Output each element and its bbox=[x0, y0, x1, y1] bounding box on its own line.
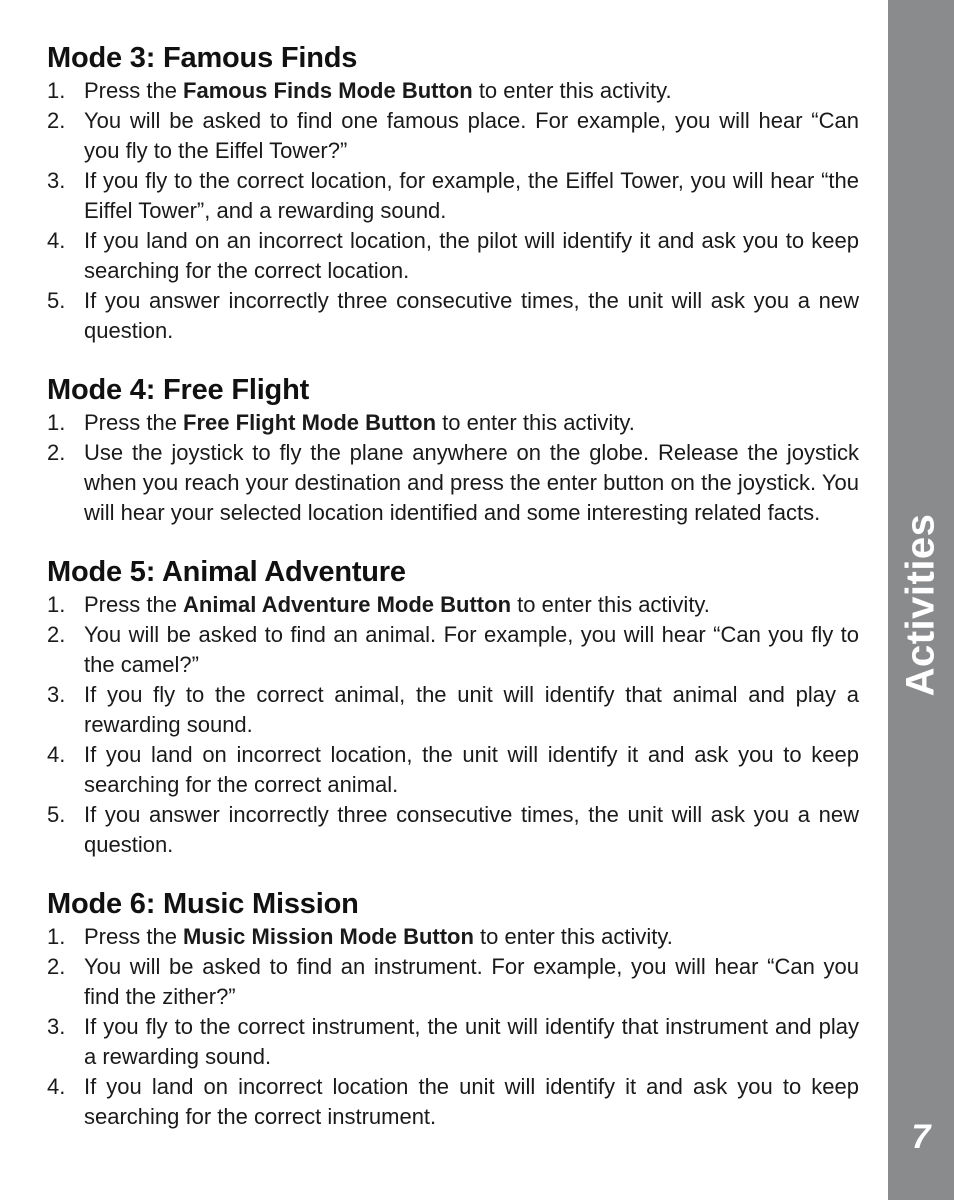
instruction-list bbox=[47, 922, 859, 1132]
list-item: 3. If you fly to the correct location, for example, the Eiffel Tower, you will hear “the Eiffel Tower”, and a rewarding sound. bbox=[47, 168, 859, 223]
section-title: Mode 3: Famous Finds bbox=[47, 42, 358, 74]
button-name: Music Mission Mode Button bbox=[183, 924, 474, 949]
list-item: 4. If you land on incorrect location, the unit will identify it and ask you to keep searching for the correct animal. bbox=[47, 742, 859, 797]
section-title: Mode 4: Free Flight bbox=[47, 374, 310, 406]
list-item: 1. Press the Music Mission Mode Button to enter this activity. bbox=[47, 922, 859, 952]
item-number: 4. bbox=[47, 228, 66, 253]
list-item: 1. Press the Famous Finds Mode Button to enter this activity. bbox=[47, 76, 859, 106]
item-number: 5. bbox=[47, 288, 66, 313]
item-number: 1. bbox=[47, 78, 66, 103]
list-item: 2. You will be asked to find one famous place. For example, you will hear “Can you fly to the Eiffel Tower?” bbox=[47, 108, 859, 163]
list-item: 2. You will be asked to find an instrument. For example, you will hear “Can you find the zither?” bbox=[47, 954, 859, 1009]
list-item: 3. If you fly to the correct instrument, the unit will identify that instrument and play a rewarding sound. bbox=[47, 1014, 859, 1069]
section-title: Mode 5: Animal Adventure bbox=[47, 556, 406, 588]
button-name: Famous Finds Mode Button bbox=[183, 78, 473, 103]
list-item: 5. If you answer incorrectly three consecutive times, the unit will ask you a new question. bbox=[47, 802, 859, 857]
list-item: 5. If you answer incorrectly three consecutive times, the unit will ask you a new question. bbox=[47, 288, 859, 343]
button-name: Free Flight Mode Button bbox=[183, 410, 437, 435]
instruction-list bbox=[47, 590, 859, 860]
section-mode-5 bbox=[47, 554, 859, 860]
section-mode-3 bbox=[47, 40, 859, 346]
item-number: 5. bbox=[47, 802, 66, 827]
item-number: 1. bbox=[47, 592, 66, 617]
item-number: 2. bbox=[47, 108, 66, 133]
page-number: 7 bbox=[911, 1118, 931, 1156]
item-number: 4. bbox=[47, 742, 66, 767]
item-number: 3. bbox=[47, 682, 66, 707]
button-name: Animal Adventure Mode Button bbox=[183, 592, 512, 617]
list-item: 4. If you land on incorrect location the unit will identify it and ask you to keep searching for the correct instrument. bbox=[47, 1074, 859, 1129]
list-item: 4. If you land on an incorrect location, the pilot will identify it and ask you to keep searching for the correct location. bbox=[47, 228, 859, 283]
item-number: 2. bbox=[47, 440, 66, 465]
item-number: 3. bbox=[47, 168, 66, 193]
item-number: 2. bbox=[47, 954, 66, 979]
section-mode-6 bbox=[47, 886, 859, 1132]
list-item: 3. If you fly to the correct animal, the unit will identify that animal and play a rewarding sound. bbox=[47, 682, 859, 737]
instruction-list bbox=[47, 76, 859, 346]
list-item: 1. Press the Free Flight Mode Button to enter this activity. bbox=[47, 408, 859, 438]
item-number: 2. bbox=[47, 622, 66, 647]
item-number: 1. bbox=[47, 924, 66, 949]
sidebar-tab bbox=[888, 0, 954, 1200]
page-content bbox=[47, 40, 859, 1158]
list-item: 1. Press the Animal Adventure Mode Button to enter this activity. bbox=[47, 590, 859, 620]
item-number: 1. bbox=[47, 410, 66, 435]
section-mode-4 bbox=[47, 372, 859, 528]
item-number: 3. bbox=[47, 1014, 66, 1039]
instruction-list bbox=[47, 408, 859, 528]
tab-title: Activities bbox=[898, 513, 943, 697]
list-item: 2. Use the joystick to fly the plane anywhere on the globe. Release the joystick when you reach your destination and press the enter button on the joystick. You will hear your selected location identified and some interesting related facts. bbox=[47, 440, 859, 525]
item-number: 4. bbox=[47, 1074, 66, 1099]
section-title: Mode 6: Music Mission bbox=[47, 888, 359, 920]
list-item: 2. You will be asked to find an animal. For example, you will hear “Can you fly to the camel?” bbox=[47, 622, 859, 677]
